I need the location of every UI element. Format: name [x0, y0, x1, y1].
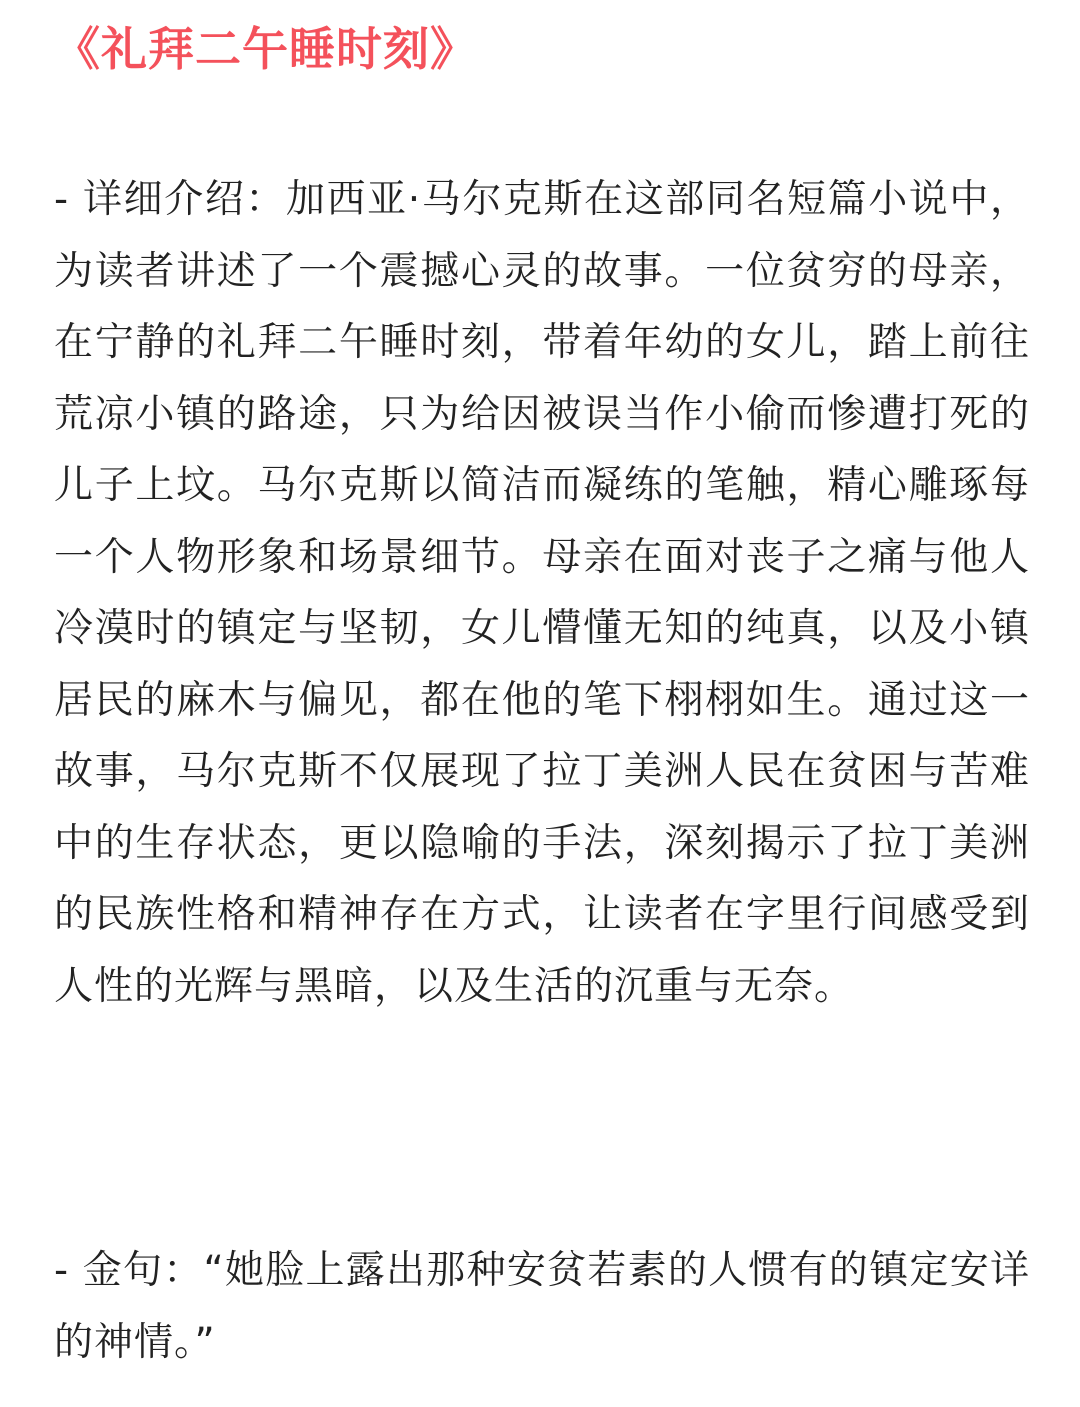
quote-text: “她脸上露出那种安贫若素的人惯有的镇定安详的神情。” — [54, 1248, 1030, 1365]
detail-intro-paragraph — [54, 164, 1030, 1022]
quote-label: - 金句： — [54, 1248, 204, 1293]
golden-quote-paragraph — [54, 1235, 1030, 1378]
intro-label: - 详细介绍： — [54, 177, 286, 222]
intro-text: 加西亚·马尔克斯在这部同名短篇小说中，为读者讲述了一个震撼心灵的故事。一位贫穷的母亲，在宁静的礼拜二午睡时刻，带着年幼的女儿，踏上前往荒凉小镇的路途，只为给因被误当作小偷而惨遭打死的儿子上坟。马尔克斯以简洁而凝练的笔触，精心雕琢每一个人物形象和场景细节。母亲在面对丧子之痛与他人冷漠时的镇定与坚韧，女儿懵懂无知的纯真，以及小镇居民的麻木与偏见，都在他的笔下栩栩如生。通过这一故事，马尔克斯不仅展现了拉丁美洲人民在贫困与苦难中的生存状态，更以隐喻的手法，深刻揭示了拉丁美洲的民族性格和精神存在方式，让读者在字里行间感受到人性的光辉与黑暗，以及生活的沉重与无奈。 — [54, 177, 1030, 1009]
book-title: 《礼拜二午睡时刻》 — [54, 22, 477, 76]
